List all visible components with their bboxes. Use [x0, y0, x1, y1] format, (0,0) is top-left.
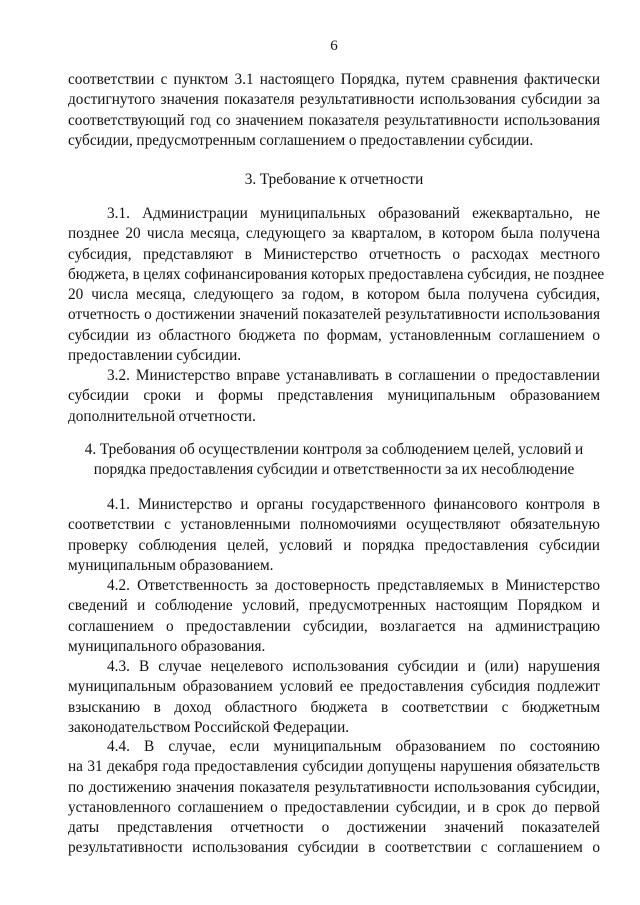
text-line: 4.4. В случае, если муниципальным образованием по состоянию — [107, 738, 600, 755]
text-line: 3.1. Администрации муниципальных образований ежеквартально, не — [107, 205, 600, 222]
paragraph-3-2 — [68, 366, 600, 427]
paragraph-3-1 — [68, 204, 605, 366]
text-line: муниципальным образованием. — [68, 556, 274, 574]
text-line: проверку соблюдения целей, условий и порядка предоставления субсидии — [68, 536, 600, 554]
section-4-heading — [68, 440, 600, 481]
text-line: позднее 20 числа месяца, следующего за кварталом, в котором была получена — [68, 225, 600, 243]
intro-paragraph — [68, 70, 600, 151]
section-3-heading — [68, 170, 600, 190]
text-line: дополнительной отчетности. — [68, 407, 256, 425]
paragraph-4-3 — [68, 657, 600, 738]
text-line: даты представления отчетности о достижении значений показателей — [68, 819, 600, 837]
text-line: субсидии из областного бюджета по формам, установленным соглашением о — [68, 326, 600, 344]
heading-line: 4. Требования об осуществлении контроля за соблюдением целей, условий и — [84, 441, 584, 458]
text-line: соглашением о предоставлении субсидии, возлагается на администрацию — [68, 617, 600, 635]
text-line: субсидии, предусмотренным соглашением о предоставлении субсидии. — [68, 131, 534, 149]
text-line: по достижению значения показателя результативности использования субсидии, — [68, 778, 600, 796]
text-line: субсидия, представляют в Министерство отчетность о расходах местного — [68, 245, 600, 263]
paragraph-4-2 — [68, 576, 600, 657]
text-line: субсидии сроки и формы представления муниципальным образованием — [68, 387, 600, 405]
text-line: муниципальным образованием условий ее предоставления субсидия подлежит — [68, 678, 600, 696]
text-line: результативности использования субсидии в соответствии с соглашением о — [68, 839, 600, 857]
text-line: предоставлении субсидии. — [68, 347, 242, 365]
text-line: 4.1. Министерство и органы государственного финансового контроля в — [107, 496, 600, 513]
page-number: 6 — [330, 38, 338, 54]
text-line: отчетность о достижении значений показателей результативности использования — [68, 306, 600, 324]
text-line: достигнутого значения показателя результативности использования субсидии за — [68, 91, 600, 109]
text-line: соответствующий год со значением показателя результативности использования — [68, 111, 600, 129]
text-line: на 31 декабря года предоставления субсидии допущены нарушения обязательств — [68, 758, 600, 776]
text-line: соответствии с пунктом 3.1 настоящего Порядка, путем сравнения фактически — [68, 71, 600, 88]
paragraph-4-4 — [68, 737, 600, 859]
text-line: муниципального образования. — [68, 637, 266, 655]
text-line: установленного соглашением о предоставлении субсидии, и в срок до первой — [68, 798, 600, 816]
text-line: 3.2. Министерство вправе устанавливать в соглашении о предоставлении — [107, 367, 600, 384]
paragraph-4-1 — [68, 495, 600, 576]
text-line: соответствии с установленными полномочиями осуществляют обязательную — [68, 516, 600, 534]
text-line: 4.3. В случае нецелевого использования субсидии и (или) нарушения — [107, 658, 600, 675]
text-line: бюджета, в целях софинансирования которых предоставлена субсидия, не позднее — [68, 265, 605, 283]
text-line: взысканию в доход областного бюджета в соответствии с бюджетным — [68, 698, 600, 716]
text-line: 20 числа месяца, следующего за годом, в котором была получена субсидия, — [68, 286, 600, 304]
text-line: сведений и соблюдение условий, предусмотренных настоящим Порядком и — [68, 597, 600, 615]
text-line: 4.2. Ответственность за достоверность представляемых в Министерство — [107, 577, 600, 594]
text-line: законодательством Российской Федерации. — [68, 718, 350, 736]
heading-line: порядка предоставления субсидии и ответственности за их несоблюдение — [93, 461, 575, 479]
document-page — [68, 0, 605, 905]
heading-line: 3. Требование к отчетности — [244, 171, 424, 188]
